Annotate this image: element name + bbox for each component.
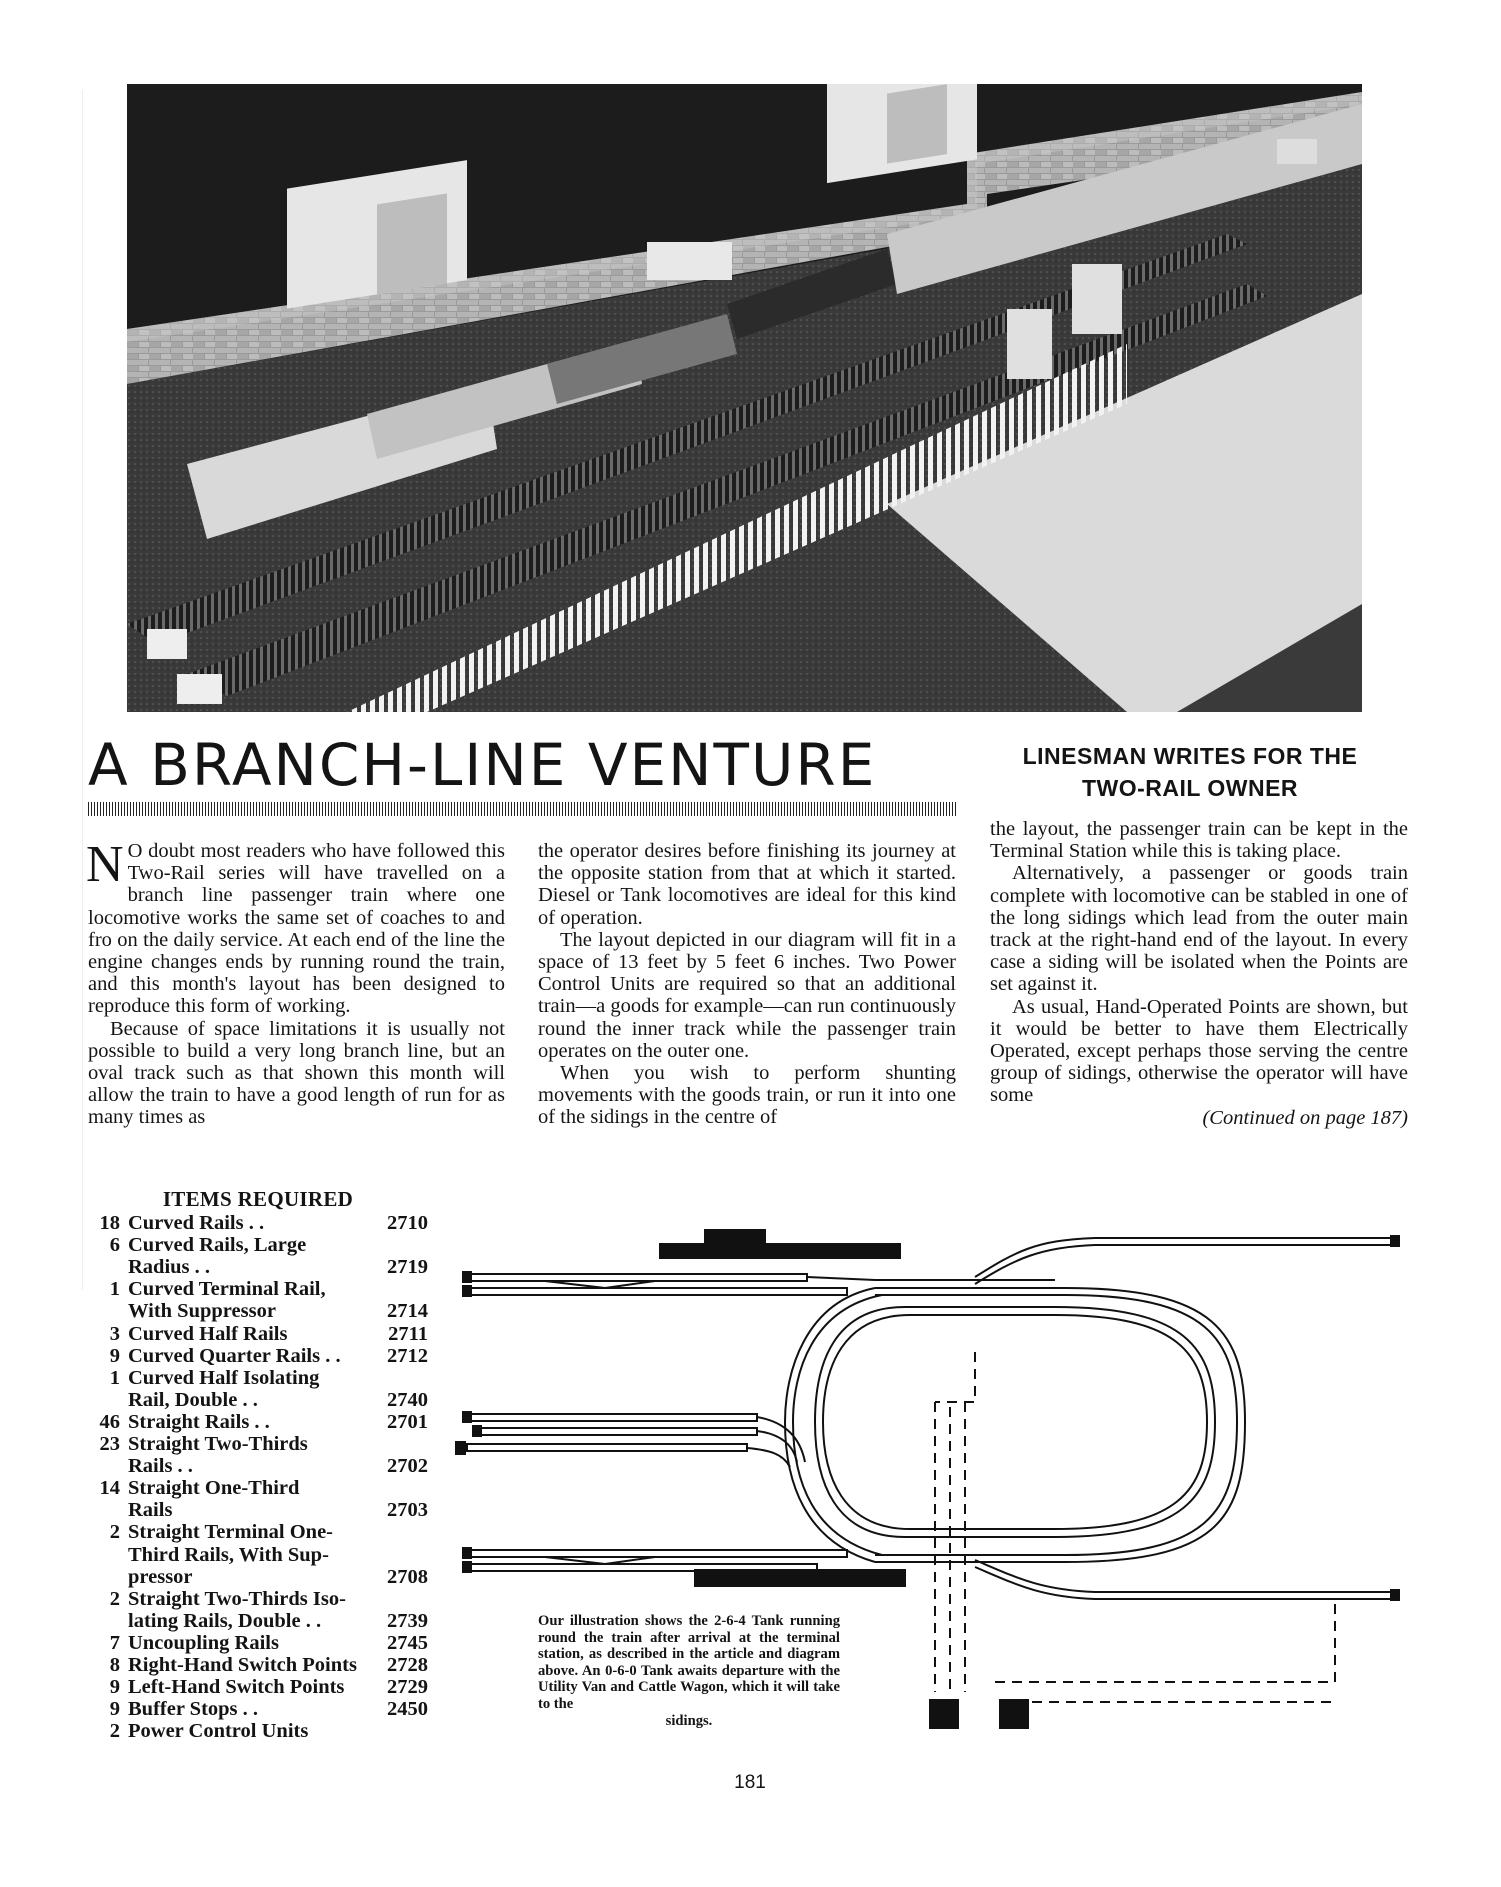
item-quantity: 23: [99, 1433, 120, 1456]
article-column-2: [538, 840, 956, 1129]
item-name: Power Control Units: [128, 1720, 309, 1743]
item-row: [88, 1323, 428, 1345]
item-name: Straight One-Third: [128, 1477, 300, 1500]
item-quantity: [88, 1455, 128, 1477]
paragraph: the layout, the passenger train can be kept in the Terminal Station while this is taking place.: [990, 818, 1408, 863]
middle-sidings: [455, 1412, 805, 1467]
continued-note: (Continued on page 187): [1202, 1106, 1408, 1129]
item-name: Rails: [128, 1499, 173, 1522]
item-quantity: 46: [99, 1410, 120, 1433]
item-name: pressor: [128, 1565, 193, 1588]
top-terminal-tracks: [463, 1272, 1055, 1296]
item-quantity: 14: [99, 1477, 120, 1500]
item-code: 2701: [387, 1410, 428, 1433]
item-name: Radius . .: [128, 1256, 211, 1279]
platform-top: [660, 1244, 900, 1258]
item-code: [378, 1234, 428, 1256]
item-row: [88, 1588, 428, 1610]
paragraph: The layout depicted in our diagram will fit in a space of 13 feet by 5 feet 6 inches. Two Power Control Units are required so that an additional train—a goods for example—can run continuously round the inner track while the passenger train operates on the outer one.: [538, 928, 956, 1062]
item-name: Curved Terminal Rail,: [128, 1278, 326, 1301]
item-code: [378, 1433, 428, 1455]
item-code: 2714: [387, 1300, 428, 1323]
item-name: Straight Rails . .: [128, 1410, 270, 1433]
item-row: [88, 1521, 428, 1543]
layout-photograph: [127, 84, 1362, 712]
item-code: 2710: [387, 1212, 428, 1235]
item-code: [378, 1720, 428, 1742]
item-code: [378, 1367, 428, 1389]
item-code: 2745: [387, 1631, 428, 1654]
item-row: [88, 1720, 428, 1742]
page-number: 181: [734, 1772, 766, 1793]
item-name: Straight Two-Thirds: [128, 1433, 308, 1456]
item-code: 2708: [387, 1565, 428, 1588]
item-name: Rail, Double . .: [128, 1388, 258, 1411]
item-quantity: [88, 1544, 128, 1566]
item-quantity: [88, 1389, 128, 1411]
bottom-right-line: [975, 1560, 1399, 1600]
item-row: [88, 1654, 428, 1676]
item-name: Curved Rails, Large: [128, 1234, 307, 1257]
item-name: lating Rails, Double . .: [128, 1609, 322, 1632]
item-code: 2728: [387, 1653, 428, 1676]
article-title: A BRANCH-LINE VENTURE: [88, 731, 877, 799]
item-row: [88, 1499, 428, 1521]
item-quantity: 1: [109, 1366, 120, 1389]
paragraph: N O doubt most readers who have followed this Two-Rail series will have travelled on a branch line passenger train where one locomotive works the same set of coaches to and fro on the daily service. At each end of the line the engine changes ends by running round the train, and this month's layout has been designed to reproduce this form of working.: [86, 836, 505, 1018]
platform-top-building: [705, 1230, 765, 1244]
title-rule: [88, 802, 956, 816]
item-row: [88, 1566, 428, 1588]
article-column-3: [990, 818, 1408, 1129]
item-row: [88, 1610, 428, 1632]
item-quantity: 9: [109, 1344, 120, 1367]
item-quantity: 18: [99, 1212, 120, 1235]
drop-cap: N: [86, 836, 124, 893]
item-name: With Suppressor: [128, 1300, 276, 1323]
item-name: Left-Hand Switch Points: [128, 1676, 345, 1699]
item-row: [88, 1367, 428, 1389]
item-row: [88, 1676, 428, 1698]
item-code: [378, 1521, 428, 1543]
item-row: [88, 1212, 428, 1234]
item-quantity: 9: [109, 1698, 120, 1721]
item-row: [88, 1389, 428, 1411]
item-code: 2729: [387, 1676, 428, 1699]
power-control-unit-2: [1000, 1700, 1028, 1728]
platform-bottom: [695, 1570, 905, 1586]
paragraph: Because of space limitations it is usually not possible to build a very long branch line, but an oval track such as that shown this month will allow the train to have a good length of run for as many times as: [88, 1017, 505, 1129]
item-quantity: 3: [109, 1322, 120, 1345]
item-name: Right-Hand Switch Points: [128, 1653, 357, 1676]
item-row: [88, 1256, 428, 1278]
item-quantity: 2: [109, 1587, 120, 1610]
item-quantity: 2: [109, 1521, 120, 1544]
item-code: 2739: [387, 1609, 428, 1632]
item-name: Third Rails, With Sup-: [128, 1543, 329, 1566]
items-heading: ITEMS REQUIRED: [162, 1187, 354, 1211]
item-code: [378, 1278, 428, 1300]
item-row: [88, 1544, 428, 1566]
wiring-dashed: [935, 1352, 1335, 1702]
item-name: Curved Half Rails: [128, 1322, 288, 1345]
item-code: 2702: [387, 1455, 428, 1478]
article-byline: LINESMAN WRITES FOR THE TWO-RAIL OWNER: [1022, 743, 1358, 801]
item-row: [88, 1345, 428, 1367]
item-code: 2719: [387, 1256, 428, 1279]
item-row: [88, 1698, 428, 1720]
item-code: [378, 1544, 428, 1566]
item-quantity: [88, 1610, 128, 1632]
photo-caption: Our illustration shows the 2-6-4 Tank running round the train after arrival at the terminal station, as described in the article and diagram above. An 0-6-0 Tank awaits departure with the Utility Van and Cattle Wagon, which it will take to the sidings.: [538, 1613, 840, 1729]
item-name: Curved Half Isolating: [128, 1366, 320, 1389]
item-name: Straight Terminal One-: [128, 1521, 334, 1544]
item-name: Rails . .: [128, 1455, 193, 1478]
item-quantity: 8: [109, 1653, 120, 1676]
item-quantity: 6: [109, 1234, 120, 1257]
article-column-1: [86, 836, 505, 1129]
item-name: Uncoupling Rails: [128, 1631, 279, 1654]
item-quantity: 1: [109, 1278, 120, 1301]
item-code: 2711: [388, 1322, 428, 1345]
item-row: [88, 1632, 428, 1654]
item-name: Buffer Stops . .: [128, 1698, 259, 1721]
item-quantity: [88, 1566, 128, 1588]
item-name: Straight Two-Thirds Iso-: [128, 1587, 346, 1610]
item-quantity: [88, 1300, 128, 1322]
item-code: 2703: [387, 1499, 428, 1522]
item-quantity: 2: [109, 1720, 120, 1743]
item-row: [88, 1477, 428, 1499]
item-code: 2740: [387, 1388, 428, 1411]
outer-oval-track: [785, 1288, 1245, 1562]
inner-oval-track: [815, 1307, 1215, 1537]
item-row: [88, 1300, 428, 1322]
item-quantity: 9: [109, 1676, 120, 1699]
item-quantity: [88, 1256, 128, 1278]
paragraph: Alternatively, a passenger or goods train complete with locomotive can be stabled in one of the long sidings which lead from the outer main track at the right-hand end of the layout. In every case a siding will be isolated when the Points are set against it.: [990, 862, 1408, 996]
item-code: [378, 1588, 428, 1610]
item-code: [378, 1477, 428, 1499]
item-name: Curved Rails . .: [128, 1212, 265, 1235]
item-name: Curved Quarter Rails . .: [128, 1344, 341, 1367]
item-quantity: 7: [109, 1631, 120, 1654]
paragraph: When you wish to perform shunting movements with the goods train, or run it into one of the sidings in the centre of: [538, 1062, 956, 1129]
item-code: 2450: [387, 1698, 428, 1721]
items-required-list: [88, 1188, 428, 1742]
item-row: [88, 1411, 428, 1433]
paragraph: the operator desires before finishing its journey at the opposite station from that at which it started. Diesel or Tank locomotives are ideal for this kind of operation.: [538, 840, 956, 929]
item-code: 2712: [387, 1344, 428, 1367]
item-row: [88, 1433, 428, 1455]
paragraph: As usual, Hand-Operated Points are shown, but it would be better to have them Electrically Operated, except perhaps those serving the centre group of sidings, otherwise the operator will have some: [990, 995, 1408, 1107]
item-row: [88, 1278, 428, 1300]
power-control-unit-1: [930, 1700, 958, 1728]
item-row: [88, 1455, 428, 1477]
item-row: [88, 1234, 428, 1256]
top-right-line: [975, 1236, 1399, 1284]
item-quantity: [88, 1499, 128, 1521]
bottom-terminal-tracks: [463, 1548, 847, 1572]
